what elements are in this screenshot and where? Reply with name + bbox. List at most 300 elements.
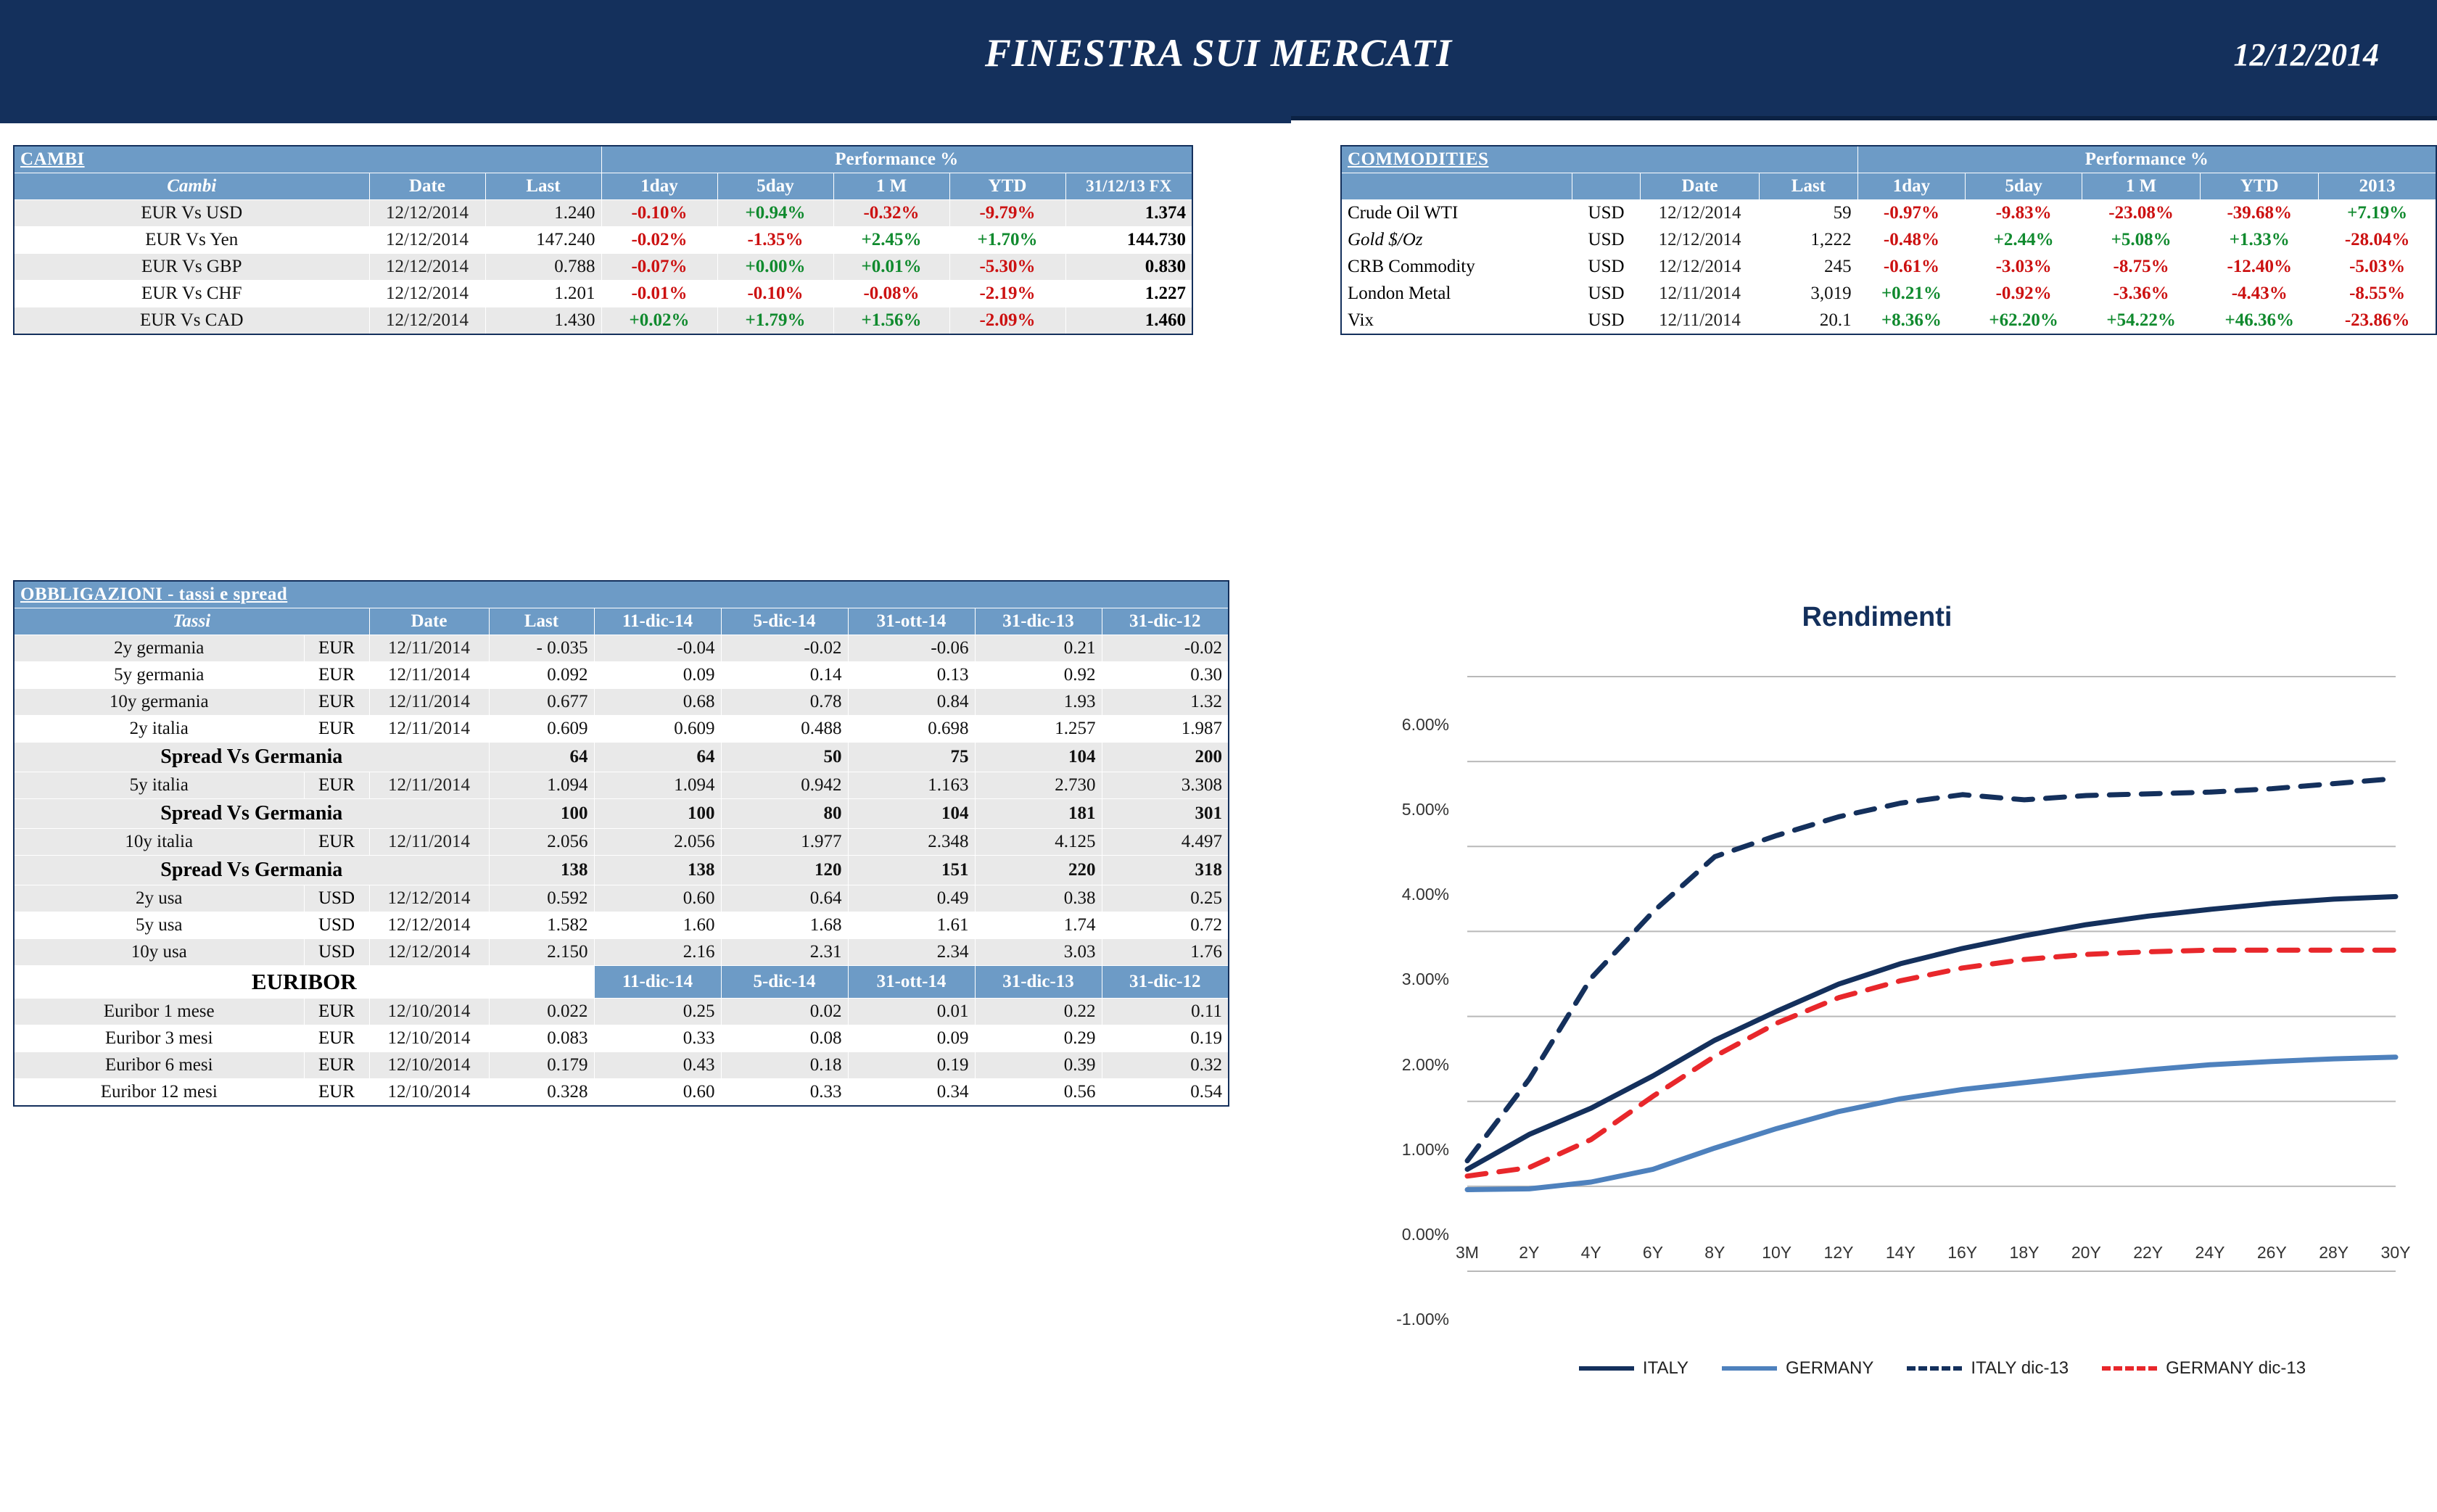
bond-c1: 0.60 xyxy=(594,885,721,912)
bond-currency: USD xyxy=(304,885,369,912)
bond-date: 12/11/2014 xyxy=(369,829,489,856)
cambi-col-fx: 31/12/13 FX xyxy=(1065,173,1192,200)
cambi-col-last: Last xyxy=(485,173,601,200)
euribor-c2: 0.02 xyxy=(721,999,848,1025)
cambi-row-ytd: -2.09% xyxy=(949,307,1065,335)
euribor-title: EURIBOR xyxy=(14,966,594,999)
x-axis-label: 26Y xyxy=(2256,1242,2287,1262)
legend-item xyxy=(1579,1358,1688,1379)
x-axis-label: 3M xyxy=(1456,1242,1479,1262)
bond-date: 12/11/2014 xyxy=(369,716,489,743)
commodity-1m: -3.36% xyxy=(2082,281,2201,307)
legend-swatch xyxy=(2102,1366,2157,1371)
legend-item xyxy=(2102,1358,2306,1379)
commodity-2013: -5.03% xyxy=(2319,254,2436,281)
obbligazioni-panel xyxy=(13,580,1229,1107)
bond-date: 12/12/2014 xyxy=(369,912,489,939)
bond-currency: USD xyxy=(304,939,369,966)
table-row xyxy=(14,912,1229,939)
obbligazioni-table xyxy=(13,580,1229,1107)
commodity-ytd: +1.33% xyxy=(2201,227,2319,254)
commodities-table xyxy=(1340,145,2437,335)
table-row xyxy=(14,254,1192,281)
table-row xyxy=(1341,254,2436,281)
table-row xyxy=(14,829,1229,856)
cambi-col-date: Date xyxy=(369,173,485,200)
commodity-last: 59 xyxy=(1760,200,1857,227)
euribor-c5: 0.54 xyxy=(1102,1079,1229,1107)
bond-c4: 2.730 xyxy=(975,772,1102,799)
cambi-row-ytd: -9.79% xyxy=(949,200,1065,227)
cambi-row-name: EUR Vs GBP xyxy=(14,254,369,281)
cambi-table xyxy=(13,145,1193,335)
commodity-date: 12/12/2014 xyxy=(1640,227,1759,254)
cambi-header-row xyxy=(14,173,1192,200)
y-axis-label: 2.00% xyxy=(1401,1054,1449,1074)
commodities-col-last: Last xyxy=(1760,173,1857,200)
bond-c2: 0.942 xyxy=(721,772,848,799)
spread-label: Spread Vs Germania xyxy=(14,743,489,772)
chart-title: Rendimenti xyxy=(1802,602,1953,632)
spread-c2: 120 xyxy=(721,856,848,885)
x-axis-label: 10Y xyxy=(1762,1242,1792,1262)
bond-c1: 2.056 xyxy=(594,829,721,856)
commodities-col-1day: 1day xyxy=(1857,173,1966,200)
commodity-name: Crude Oil WTI xyxy=(1341,200,1572,227)
x-axis-label: 24Y xyxy=(2195,1242,2225,1262)
spread-c1: 138 xyxy=(594,856,721,885)
cambi-performance-label: Performance % xyxy=(601,146,1192,173)
spread-c1: 100 xyxy=(594,799,721,829)
bond-last: - 0.035 xyxy=(489,635,594,662)
table-row xyxy=(14,772,1229,799)
y-axis-label: 5.00% xyxy=(1401,800,1449,819)
bond-c1: 1.094 xyxy=(594,772,721,799)
bond-c1: 0.609 xyxy=(594,716,721,743)
bond-c2: -0.02 xyxy=(721,635,848,662)
commodity-5day: +2.44% xyxy=(1966,227,2082,254)
cambi-row-5day: -1.35% xyxy=(717,227,833,254)
bond-name: 10y germania xyxy=(14,689,304,716)
euribor-currency: EUR xyxy=(304,1052,369,1079)
bond-c2: 0.78 xyxy=(721,689,848,716)
bond-c4: 4.125 xyxy=(975,829,1102,856)
bond-c3: 1.163 xyxy=(848,772,975,799)
table-row xyxy=(14,307,1192,335)
commodities-col-2013: 2013 xyxy=(2319,173,2436,200)
bond-c2: 2.31 xyxy=(721,939,848,966)
cambi-col-5day: 5day xyxy=(717,173,833,200)
cambi-row-5day: +0.00% xyxy=(717,254,833,281)
cambi-row-fx: 1.460 xyxy=(1065,307,1192,335)
euribor-c4: 0.22 xyxy=(975,999,1102,1025)
bond-last: 0.609 xyxy=(489,716,594,743)
table-row xyxy=(14,227,1192,254)
bond-c5: 0.72 xyxy=(1102,912,1229,939)
commodities-col-ytd: YTD xyxy=(2201,173,2319,200)
bond-currency: EUR xyxy=(304,689,369,716)
cambi-col-name: Cambi xyxy=(14,173,369,200)
spread-row xyxy=(14,743,1229,772)
bond-last: 2.150 xyxy=(489,939,594,966)
cambi-row-name: EUR Vs USD xyxy=(14,200,369,227)
commodities-title: COMMODITIES xyxy=(1341,146,1857,173)
cambi-row-date: 12/12/2014 xyxy=(369,227,485,254)
commodity-ytd: -4.43% xyxy=(2201,281,2319,307)
cambi-row-date: 12/12/2014 xyxy=(369,200,485,227)
commodity-currency: USD xyxy=(1572,200,1641,227)
bond-last: 0.092 xyxy=(489,662,594,689)
commodity-last: 3,019 xyxy=(1760,281,1857,307)
bond-currency: EUR xyxy=(304,772,369,799)
commodity-1m: -8.75% xyxy=(2082,254,2201,281)
cambi-row-date: 12/12/2014 xyxy=(369,307,485,335)
commodity-name: Gold $/Oz xyxy=(1341,227,1572,254)
cambi-panel xyxy=(13,145,1193,335)
spread-c2: 50 xyxy=(721,743,848,772)
y-axis-label: 6.00% xyxy=(1401,715,1449,734)
x-axis-label: 18Y xyxy=(2009,1242,2040,1262)
obbligazioni-title: OBBLIGAZIONI - tassi e spread xyxy=(14,581,1229,608)
bond-currency: USD xyxy=(304,912,369,939)
y-axis-label: -1.00% xyxy=(1396,1310,1449,1329)
commodity-ytd: -39.68% xyxy=(2201,200,2319,227)
rendimenti-chart-panel xyxy=(1340,580,2414,1472)
euribor-currency: EUR xyxy=(304,999,369,1025)
obblig-col-c5: 31-dic-12 xyxy=(1102,608,1229,635)
bond-c4: 0.92 xyxy=(975,662,1102,689)
euribor-header-row xyxy=(14,966,1229,999)
bond-currency: EUR xyxy=(304,662,369,689)
cambi-col-ytd: YTD xyxy=(949,173,1065,200)
table-row xyxy=(14,635,1229,662)
euribor-name: Euribor 3 mesi xyxy=(14,1025,304,1052)
bond-name: 10y usa xyxy=(14,939,304,966)
commodity-2013: +7.19% xyxy=(2319,200,2436,227)
bond-c4: 3.03 xyxy=(975,939,1102,966)
euribor-c1: 0.25 xyxy=(594,999,721,1025)
bond-c1: 2.16 xyxy=(594,939,721,966)
obbligazioni-header-row xyxy=(14,608,1229,635)
obbligazioni-title-row xyxy=(14,581,1229,608)
cambi-row-5day: +1.79% xyxy=(717,307,833,335)
cambi-row-1day: -0.01% xyxy=(601,281,717,307)
bond-c5: 3.308 xyxy=(1102,772,1229,799)
legend-label: ITALY dic-13 xyxy=(1971,1358,2069,1378)
cambi-row-1m: -0.08% xyxy=(833,281,949,307)
header-date: 12/12/2014 xyxy=(2233,37,2379,73)
bond-name: 5y italia xyxy=(14,772,304,799)
commodity-last: 245 xyxy=(1760,254,1857,281)
bond-currency: EUR xyxy=(304,716,369,743)
euribor-col-c5: 31-dic-12 xyxy=(1102,966,1229,999)
euribor-last: 0.083 xyxy=(489,1025,594,1052)
spread-c3: 104 xyxy=(848,799,975,829)
spread-c3: 75 xyxy=(848,743,975,772)
table-row xyxy=(1341,307,2436,335)
cambi-col-1m: 1 M xyxy=(833,173,949,200)
spread-c5: 318 xyxy=(1102,856,1229,885)
x-axis-label: 8Y xyxy=(1704,1242,1725,1262)
euribor-col-c4: 31-dic-13 xyxy=(975,966,1102,999)
commodity-5day: -3.03% xyxy=(1966,254,2082,281)
page-title: FINESTRA SUI MERCATI xyxy=(984,31,1453,75)
euribor-last: 0.328 xyxy=(489,1079,594,1107)
euribor-c5: 0.19 xyxy=(1102,1025,1229,1052)
table-row xyxy=(14,885,1229,912)
commodity-1day: -0.48% xyxy=(1857,227,1966,254)
euribor-c2: 0.33 xyxy=(721,1079,848,1107)
euribor-c3: 0.01 xyxy=(848,999,975,1025)
bond-c5: 4.497 xyxy=(1102,829,1229,856)
bond-c1: 0.68 xyxy=(594,689,721,716)
bond-name: 10y italia xyxy=(14,829,304,856)
bond-last: 0.677 xyxy=(489,689,594,716)
bond-name: 5y germania xyxy=(14,662,304,689)
euribor-name: Euribor 6 mesi xyxy=(14,1052,304,1079)
cambi-row-name: EUR Vs Yen xyxy=(14,227,369,254)
commodity-date: 12/12/2014 xyxy=(1640,200,1759,227)
bond-c4: 1.93 xyxy=(975,689,1102,716)
euribor-c3: 0.09 xyxy=(848,1025,975,1052)
bond-c3: 0.13 xyxy=(848,662,975,689)
legend-label: GERMANY xyxy=(1786,1358,1874,1378)
euribor-c3: 0.34 xyxy=(848,1079,975,1107)
commodity-ytd: -12.40% xyxy=(2201,254,2319,281)
cambi-row-ytd: -5.30% xyxy=(949,254,1065,281)
cambi-row-ytd: +1.70% xyxy=(949,227,1065,254)
x-axis-label: 22Y xyxy=(2133,1242,2164,1262)
commodities-col-1m: 1 M xyxy=(2082,173,2201,200)
obblig-col-c3: 31-ott-14 xyxy=(848,608,975,635)
table-row xyxy=(14,716,1229,743)
bond-last: 1.094 xyxy=(489,772,594,799)
bond-c3: -0.06 xyxy=(848,635,975,662)
spread-c4: 181 xyxy=(975,799,1102,829)
euribor-col-c2: 5-dic-14 xyxy=(721,966,848,999)
bond-c3: 2.34 xyxy=(848,939,975,966)
commodity-5day: +62.20% xyxy=(1966,307,2082,335)
spread-c2: 80 xyxy=(721,799,848,829)
bond-c4: 0.21 xyxy=(975,635,1102,662)
commodities-col-date: Date xyxy=(1640,173,1759,200)
bond-c2: 0.64 xyxy=(721,885,848,912)
bond-c2: 1.68 xyxy=(721,912,848,939)
commodity-name: London Metal xyxy=(1341,281,1572,307)
y-axis-label: 3.00% xyxy=(1401,970,1449,989)
legend-swatch xyxy=(1907,1366,1962,1371)
x-axis-label: 20Y xyxy=(2071,1242,2101,1262)
euribor-date: 12/10/2014 xyxy=(369,1079,489,1107)
commodity-1m: +5.08% xyxy=(2082,227,2201,254)
bond-c5: 0.25 xyxy=(1102,885,1229,912)
spread-c5: 301 xyxy=(1102,799,1229,829)
spread-c3: 151 xyxy=(848,856,975,885)
y-axis-label: 0.00% xyxy=(1401,1224,1449,1244)
header-underline xyxy=(0,116,1291,123)
cambi-row-last: 1.430 xyxy=(485,307,601,335)
euribor-last: 0.022 xyxy=(489,999,594,1025)
commodities-header-row xyxy=(1341,173,2436,200)
commodities-performance-label: Performance % xyxy=(1857,146,2436,173)
cambi-row-last: 147.240 xyxy=(485,227,601,254)
commodity-date: 12/12/2014 xyxy=(1640,254,1759,281)
bond-c1: -0.04 xyxy=(594,635,721,662)
x-axis-label: 2Y xyxy=(1519,1242,1540,1262)
commodity-5day: -0.92% xyxy=(1966,281,2082,307)
bond-c4: 1.257 xyxy=(975,716,1102,743)
bond-last: 2.056 xyxy=(489,829,594,856)
bond-c5: 1.76 xyxy=(1102,939,1229,966)
bond-date: 12/11/2014 xyxy=(369,772,489,799)
spread-row xyxy=(14,856,1229,885)
x-axis-label: 6Y xyxy=(1642,1242,1664,1262)
cambi-row-5day: +0.94% xyxy=(717,200,833,227)
bond-c5: 1.32 xyxy=(1102,689,1229,716)
cambi-row-fx: 1.227 xyxy=(1065,281,1192,307)
obblig-col-c2: 5-dic-14 xyxy=(721,608,848,635)
cambi-row-1m: +1.56% xyxy=(833,307,949,335)
commodity-2013: -23.86% xyxy=(2319,307,2436,335)
x-axis-label: 16Y xyxy=(1947,1242,1978,1262)
x-axis-label: 28Y xyxy=(2319,1242,2349,1262)
euribor-currency: EUR xyxy=(304,1079,369,1107)
commodity-1day: +8.36% xyxy=(1857,307,1966,335)
cambi-row-fx: 144.730 xyxy=(1065,227,1192,254)
bond-c1: 1.60 xyxy=(594,912,721,939)
euribor-c1: 0.33 xyxy=(594,1025,721,1052)
commodity-1day: -0.61% xyxy=(1857,254,1966,281)
bond-date: 12/11/2014 xyxy=(369,689,489,716)
euribor-c1: 0.60 xyxy=(594,1079,721,1107)
commodities-title-row xyxy=(1341,146,2436,173)
commodity-1m: -23.08% xyxy=(2082,200,2201,227)
euribor-c2: 0.08 xyxy=(721,1025,848,1052)
legend-item xyxy=(1907,1358,2069,1379)
commodity-last: 20.1 xyxy=(1760,307,1857,335)
euribor-date: 12/10/2014 xyxy=(369,1025,489,1052)
commodities-col-blank1 xyxy=(1341,173,1572,200)
bond-name: 2y germania xyxy=(14,635,304,662)
x-axis-label: 30Y xyxy=(2380,1242,2411,1262)
table-row xyxy=(1341,227,2436,254)
spread-c4: 220 xyxy=(975,856,1102,885)
commodity-date: 12/11/2014 xyxy=(1640,281,1759,307)
euribor-col-c1: 11-dic-14 xyxy=(594,966,721,999)
bond-c5: 1.987 xyxy=(1102,716,1229,743)
chart-area xyxy=(1340,633,2414,1409)
bond-c3: 0.49 xyxy=(848,885,975,912)
euribor-c5: 0.11 xyxy=(1102,999,1229,1025)
cambi-row-date: 12/12/2014 xyxy=(369,254,485,281)
spread-c4: 104 xyxy=(975,743,1102,772)
legend-swatch xyxy=(1579,1366,1634,1371)
bond-currency: EUR xyxy=(304,829,369,856)
bond-date: 12/12/2014 xyxy=(369,939,489,966)
legend-label: GERMANY dic-13 xyxy=(2166,1358,2306,1378)
bond-c5: 0.30 xyxy=(1102,662,1229,689)
bond-name: 2y italia xyxy=(14,716,304,743)
euribor-c3: 0.19 xyxy=(848,1052,975,1079)
cambi-row-1m: +2.45% xyxy=(833,227,949,254)
y-axis-label: 4.00% xyxy=(1401,885,1449,904)
commodities-panel xyxy=(1340,145,2437,335)
table-row xyxy=(1341,281,2436,307)
bond-c3: 0.698 xyxy=(848,716,975,743)
bond-c1: 0.09 xyxy=(594,662,721,689)
cambi-row-date: 12/12/2014 xyxy=(369,281,485,307)
euribor-date: 12/10/2014 xyxy=(369,999,489,1025)
cambi-row-last: 1.201 xyxy=(485,281,601,307)
page-header xyxy=(0,0,2437,120)
obblig-col-date: Date xyxy=(369,608,489,635)
cambi-row-ytd: -2.19% xyxy=(949,281,1065,307)
cambi-col-1day: 1day xyxy=(601,173,717,200)
bond-currency: EUR xyxy=(304,635,369,662)
bond-c4: 1.74 xyxy=(975,912,1102,939)
bond-name: 5y usa xyxy=(14,912,304,939)
euribor-col-c3: 31-ott-14 xyxy=(848,966,975,999)
obblig-col-c4: 31-dic-13 xyxy=(975,608,1102,635)
cambi-row-name: EUR Vs CHF xyxy=(14,281,369,307)
table-row xyxy=(14,281,1192,307)
bond-c2: 0.488 xyxy=(721,716,848,743)
x-axis-label: 12Y xyxy=(1823,1242,1854,1262)
euribor-last: 0.179 xyxy=(489,1052,594,1079)
euribor-c4: 0.39 xyxy=(975,1052,1102,1079)
cambi-row-last: 1.240 xyxy=(485,200,601,227)
commodity-currency: USD xyxy=(1572,281,1641,307)
spread-last: 100 xyxy=(489,799,594,829)
table-row xyxy=(14,1025,1229,1052)
bond-c3: 0.84 xyxy=(848,689,975,716)
bond-c4: 0.38 xyxy=(975,885,1102,912)
bond-date: 12/11/2014 xyxy=(369,662,489,689)
cambi-row-last: 0.788 xyxy=(485,254,601,281)
euribor-currency: EUR xyxy=(304,1025,369,1052)
bond-date: 12/12/2014 xyxy=(369,885,489,912)
table-row xyxy=(14,1079,1229,1107)
euribor-date: 12/10/2014 xyxy=(369,1052,489,1079)
commodity-2013: -8.55% xyxy=(2319,281,2436,307)
table-row xyxy=(14,662,1229,689)
obblig-col-tassi: Tassi xyxy=(14,608,369,635)
euribor-name: Euribor 12 mesi xyxy=(14,1079,304,1107)
commodity-currency: USD xyxy=(1572,227,1641,254)
cambi-row-fx: 1.374 xyxy=(1065,200,1192,227)
cambi-row-1day: +0.02% xyxy=(601,307,717,335)
y-axis-label: 1.00% xyxy=(1401,1139,1449,1159)
obblig-col-c1: 11-dic-14 xyxy=(594,608,721,635)
bond-c2: 0.14 xyxy=(721,662,848,689)
commodity-2013: -28.04% xyxy=(2319,227,2436,254)
bond-last: 1.582 xyxy=(489,912,594,939)
table-row xyxy=(14,1052,1229,1079)
bond-name: 2y usa xyxy=(14,885,304,912)
obblig-col-last: Last xyxy=(489,608,594,635)
commodity-5day: -9.83% xyxy=(1966,200,2082,227)
x-axis-label: 4Y xyxy=(1580,1242,1601,1262)
euribor-name: Euribor 1 mese xyxy=(14,999,304,1025)
euribor-c5: 0.32 xyxy=(1102,1052,1229,1079)
commodity-currency: USD xyxy=(1572,307,1641,335)
bond-c3: 1.61 xyxy=(848,912,975,939)
commodity-name: Vix xyxy=(1341,307,1572,335)
cambi-row-1day: -0.02% xyxy=(601,227,717,254)
spread-label: Spread Vs Germania xyxy=(14,856,489,885)
chart-legend xyxy=(1485,1358,2399,1379)
spread-last: 64 xyxy=(489,743,594,772)
